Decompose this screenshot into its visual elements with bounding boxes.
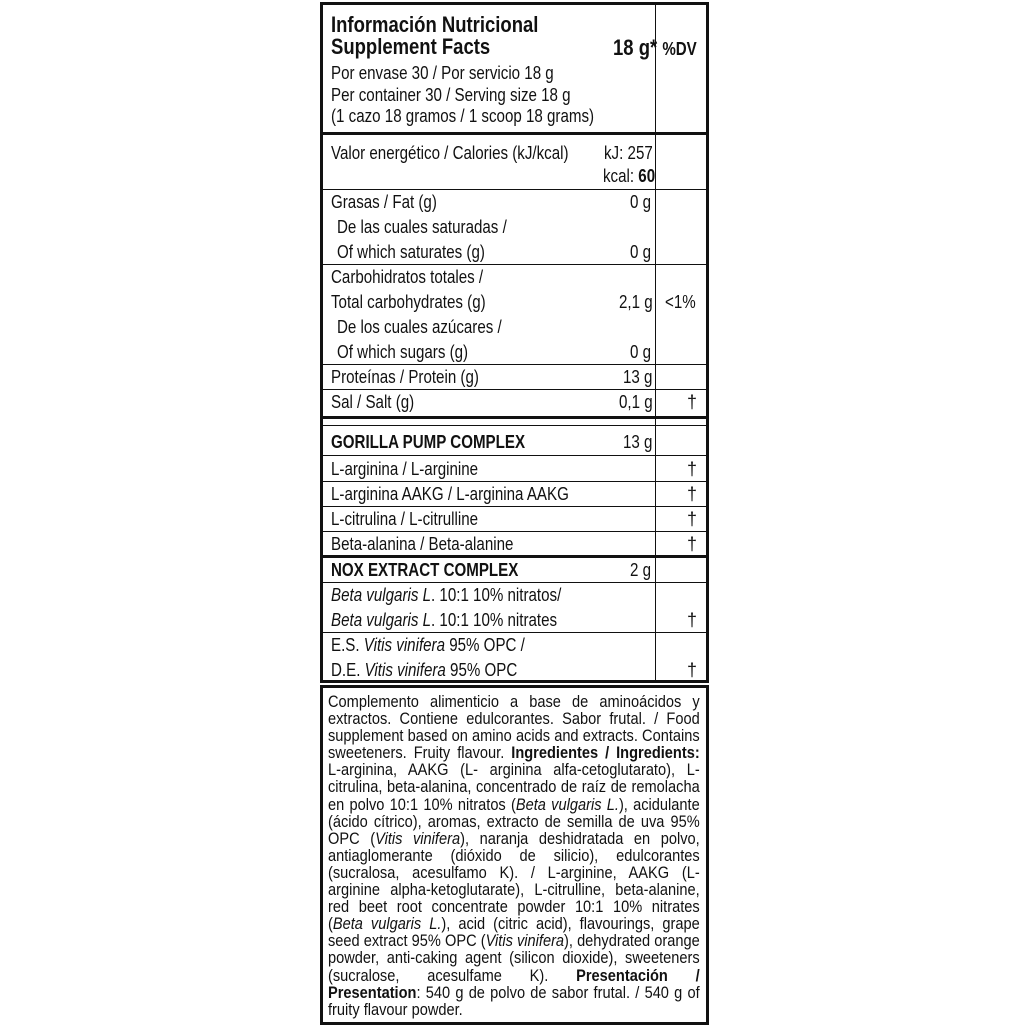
servings-line-en: Per container 30 / Serving size 18 g	[331, 85, 571, 105]
fat-value: 0 g	[630, 192, 652, 212]
section-divider	[323, 416, 706, 419]
ingredients-panel	[320, 685, 709, 1025]
title-en: Supplement Facts	[331, 34, 491, 59]
energy-kcal: kcal: 60	[603, 166, 656, 186]
divider	[323, 425, 706, 426]
saturates-label-en: Of which saturates (g)	[337, 242, 485, 262]
sugars-value: 0 g	[630, 342, 652, 362]
energy-label: Valor energético / Calories (kJ/kcal)	[331, 143, 569, 163]
scoop-line: (1 cazo 18 gramos / 1 scoop 18 grams)	[331, 106, 595, 126]
carbohydrates-label-en: Total carbohydrates (g)	[331, 292, 486, 312]
ingredient-aakg: L-arginina AAKG / L-arginina AAKG	[331, 484, 569, 504]
protein-value: 13 g	[623, 367, 653, 387]
salt-dv: †	[687, 392, 698, 412]
sugars-label-es: De los cuales azúcares /	[337, 317, 502, 337]
servings-line-es: Por envase 30 / Por servicio 18 g	[331, 63, 554, 83]
carbohydrates-label-es: Carbohidratos totales /	[331, 267, 484, 287]
beta-vulgaris-dv: †	[687, 610, 698, 630]
divider	[323, 364, 706, 365]
gorilla-pump-complex-value: 13 g	[623, 432, 653, 452]
ingredient-l-arginine: L-arginina / L-arginine	[331, 459, 479, 479]
ingredient-l-citrulline: L-citrulina / L-citrulline	[331, 509, 479, 529]
gorilla-pump-complex-title: GORILLA PUMP COMPLEX	[331, 432, 526, 452]
divider	[323, 632, 706, 633]
beta-vulgaris-label-es: Beta vulgaris L. 10:1 10% nitratos/	[331, 585, 562, 605]
amount-column-header: 18 g* %DV	[613, 35, 697, 60]
divider	[323, 531, 706, 532]
vitis-vinifera-label-en: D.E. Vitis vinifera 95% OPC	[331, 660, 518, 680]
header-divider	[323, 132, 706, 135]
ingredients-text: Complemento alimenticio a base de aminoácidos y extractos. Contiene edulcorantes. Sabor frutal. / Food supplement based on amino acids and extracts. Contains sweeteners. Fruity flavour. Ingredientes / Ingredients: L-arginina, AAKG (L- arginina alfa-cetoglutarato), L-citrulina, beta-alanina, concentrado de raíz de remolacha en polvo 10:1 10% nitratos (Beta vulgaris L.), acidulante (ácido cítrico), aromas, extracto de semilla de uva 95% OPC (Vitis vinifera), naranja deshidratada en polvo, antiaglomerante (dióxido de silicio), edulcorantes (sucralosa, acesulfamo K). / L-arginine, AAKG (L-arginine alpha-ketoglutarate), L-citrulline, beta-alanine, red beet root concentrate powder 10:1 10% nitrates (Beta vulgaris L.), acid (citric acid), flavourings, grape seed extract 95% OPC (Vitis vinifera), dehydrated orange powder, anti-caking agent (silicon dioxide), sweeteners (sucralose, acesulfame K). Presentación / Presentation: 540 g de polvo de sabor frutal. / 540 g of fruity flavour powder.	[328, 693, 700, 1019]
supplement-facts-table	[320, 2, 709, 683]
salt-value: 0,1 g	[619, 392, 653, 412]
divider	[323, 582, 706, 583]
divider	[323, 481, 706, 482]
nox-extract-complex-title: NOX EXTRACT COMPLEX	[331, 560, 519, 580]
ingredient-beta-alanine: Beta-alanina / Beta-alanine	[331, 534, 514, 554]
protein-label: Proteínas / Protein (g)	[331, 367, 479, 387]
vitis-vinifera-label-es: E.S. Vitis vinifera 95% OPC /	[331, 635, 525, 655]
nox-extract-complex-value: 2 g	[630, 560, 652, 580]
divider	[323, 189, 706, 190]
saturates-value: 0 g	[630, 242, 652, 262]
section-divider	[323, 555, 706, 558]
saturates-label-es: De las cuales saturadas /	[337, 217, 507, 237]
beta-vulgaris-label-en: Beta vulgaris L. 10:1 10% nitrates	[331, 610, 558, 630]
carbohydrates-dv: <1%	[665, 292, 696, 312]
fat-label: Grasas / Fat (g)	[331, 192, 437, 212]
ingredient-l-arginine-dv: †	[687, 459, 698, 479]
ingredient-l-citrulline-dv: †	[687, 509, 698, 529]
divider	[323, 455, 706, 456]
column-separator	[655, 5, 656, 680]
title-es: Información Nutricional	[331, 12, 539, 37]
divider	[323, 506, 706, 507]
vitis-vinifera-dv: †	[687, 660, 698, 680]
carbohydrates-value: 2,1 g	[619, 292, 653, 312]
salt-label: Sal / Salt (g)	[331, 392, 415, 412]
ingredient-aakg-dv: †	[687, 484, 698, 504]
ingredient-beta-alanine-dv: †	[687, 534, 698, 554]
divider	[323, 389, 706, 390]
divider	[323, 264, 706, 265]
sugars-label-en: Of which sugars (g)	[337, 342, 469, 362]
energy-kj: kJ: 257	[604, 143, 653, 163]
